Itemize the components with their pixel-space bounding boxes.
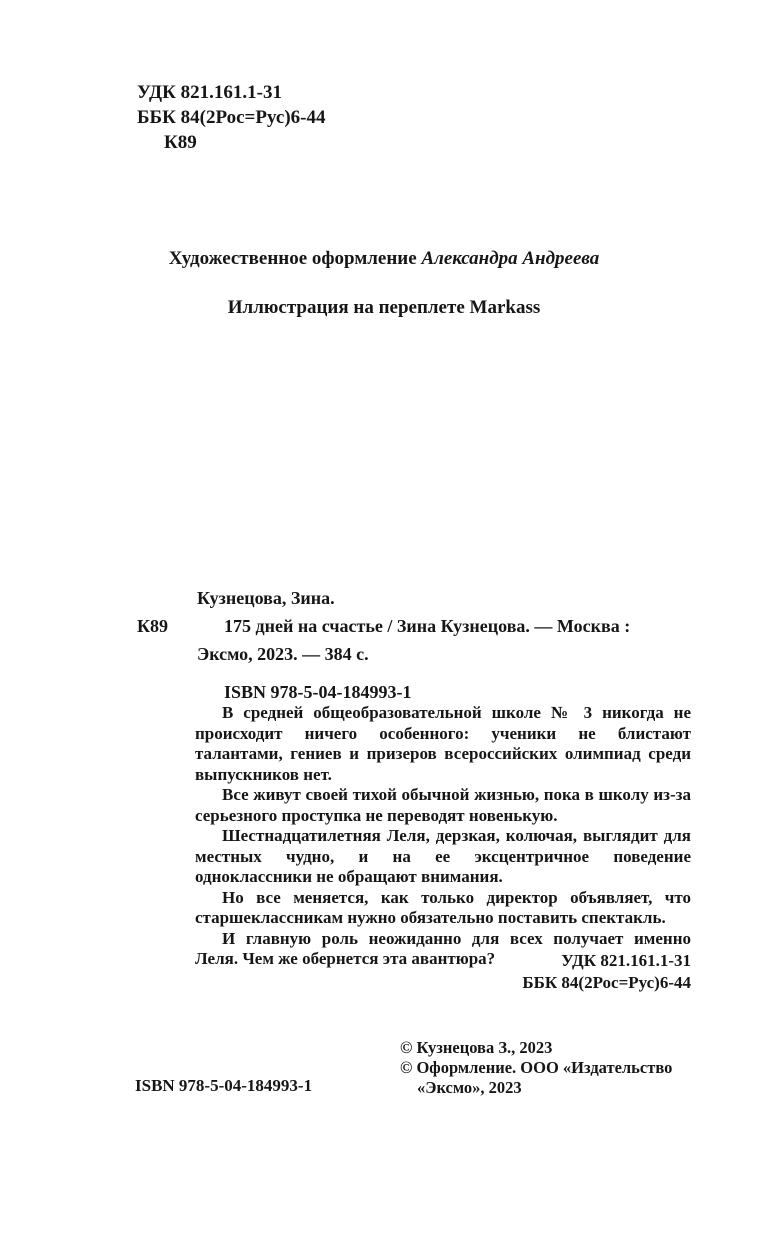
annotation-paragraph: Но все меняется, как только директор объявляет, что старшеклассникам нужно обязательно поставить спектакль. xyxy=(195,887,691,927)
annotation-paragraph: Шестнадцатилетняя Леля, дерзкая, колючая, выглядит для местных чудно, и на ее эксцентричное поведение одноклассники не обращают внимания. xyxy=(195,826,691,886)
designer-name: Александра Андреева xyxy=(421,248,600,269)
catalog-card xyxy=(137,584,692,706)
credits-block xyxy=(0,248,768,319)
copyright-design-line: © Оформление. ООО «Издательство xyxy=(400,1058,673,1077)
catalog-entry-line1: 175 дней на счастье / Зина Кузнецова. — Москва : xyxy=(224,616,631,636)
annotation-block xyxy=(195,703,691,970)
bottom-classification-block xyxy=(522,950,691,994)
author-sign-top: К89 xyxy=(164,132,197,153)
annotation-paragraph: Все живут своей тихой обычной жизнью, пока в школу из-за серьезного проступка не переводят новенькую. xyxy=(195,785,691,825)
catalog-entry-row xyxy=(137,612,692,668)
catalog-author: Кузнецова, Зина. xyxy=(197,588,335,608)
annotation-paragraph: В средней общеобразовательной школе № 3 никогда не происходит ничего особенного: ученики не блистают талантами, гениев и призеров всероссийских олимпиад среди выпускников нет. xyxy=(195,703,691,784)
isbn-catalog: ISBN 978-5-04-184993-1 xyxy=(224,682,412,702)
top-classification-block xyxy=(137,80,325,155)
design-credit-label: Художественное оформление xyxy=(168,248,422,269)
author-sign-catalog: К89 xyxy=(137,616,169,636)
bbk-code-top: ББК 84(2Рос=Рус)6-44 xyxy=(137,107,326,128)
copyright-block xyxy=(400,1038,672,1098)
annotation-paragraph: И главную роль неожиданно для всех получает именно Леля. Чем же обернется эта авантюра? xyxy=(195,928,691,968)
catalog-entry-line2: Эксмо, 2023. — 384 с. xyxy=(197,644,369,664)
design-credit-line xyxy=(0,248,768,270)
bbk-code-bottom: ББК 84(2Рос=Рус)6-44 xyxy=(522,973,691,992)
illustration-credit-line: Иллюстрация на переплете Markass xyxy=(227,297,541,318)
udk-code-bottom: УДК 821.161.1-31 xyxy=(561,951,691,970)
copyright-author-line: © Кузнецова З., 2023 xyxy=(400,1038,553,1057)
udk-code-top: УДК 821.161.1-31 xyxy=(137,82,282,103)
catalog-entry xyxy=(197,612,692,668)
isbn-bottom: ISBN 978-5-04-184993-1 xyxy=(135,1076,313,1095)
copyright-publisher-line: «Эксмо», 2023 xyxy=(417,1078,522,1097)
